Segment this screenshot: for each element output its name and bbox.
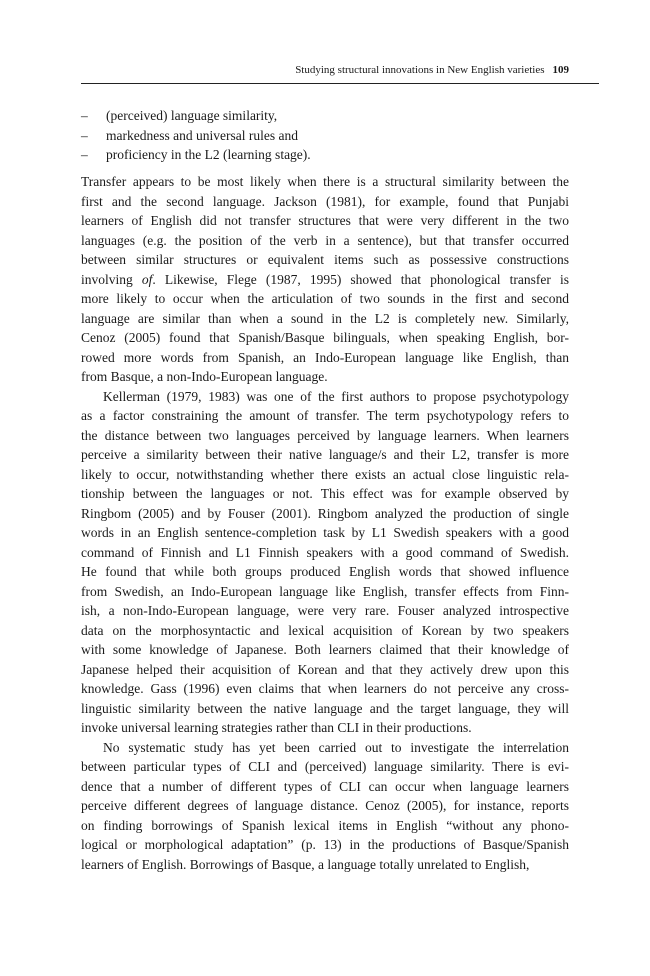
text-line: Transfer appears to be most likely when there is a structural similarity between the: [81, 174, 569, 189]
text-line: dence that a number of different types of CLI can occur when language learners: [81, 778, 569, 794]
text-line: learners of English did not transfer structures that were very different in the two: [81, 213, 569, 228]
text-line: first and the second language. Jackson (1981), for example, found that Punjabi: [81, 193, 569, 209]
text-line: Ringbom (2005) and by Fouser (2001). Ringbom analyzed the production of single: [81, 505, 569, 521]
text-line: No systematic study has yet been carried out to investigate the interrelation: [103, 739, 569, 755]
text-line: from Swedish, an Indo-European language like English, transfer effects from Finn-: [81, 583, 569, 599]
text-line: between similar structures or equivalent items such as possessive constructions: [81, 252, 569, 267]
text-line: the distance between two languages perceived by language learners. When learners: [81, 427, 569, 443]
text-line: more likely to occur when the articulation of two sounds in the first and second: [81, 291, 569, 306]
text-line: Japanese helped their acquisition of Korean and that they actively drew upon this: [81, 661, 569, 677]
text-line: words in an English sentence-completion task by L1 Swedish speakers with a good: [81, 525, 569, 540]
running-header: [295, 64, 569, 76]
text-line: invoke universal learning strategies rather than CLI in their productions.: [81, 720, 472, 735]
text-line: on finding borrowings of Spanish lexical items in English “without any phono-: [81, 817, 569, 833]
list-item: – proficiency in the L2 (learning stage).: [81, 145, 569, 165]
text-line: languages (e.g. the position of the verb in a sentence), but that transfer occurred: [81, 232, 569, 248]
text-line: perceive a similarity between their native language/s and their L2, transfer is more: [81, 447, 569, 462]
paragraph: [81, 172, 569, 387]
text-line: learners of English. Borrowings of Basque, a language totally unrelated to English,: [81, 856, 530, 872]
text-line: with some knowledge of Japanese. Both learners claimed that their knowledge of: [81, 642, 569, 657]
text-line: linguistic similarity between the native language and the target language, they will: [81, 700, 569, 716]
text-line: between particular types of CLI and (perceived) language similarity. There is evi-: [81, 759, 569, 774]
bullet-dash: –: [81, 127, 88, 143]
text-line: logical or morphological adaptation” (p. 13) in the productions of Basque/Spanish: [81, 837, 569, 852]
text-line: likely to occur, notwithstanding whether there exists an actual close linguistic rela-: [81, 466, 569, 482]
list-item: – markedness and universal rules and: [81, 126, 569, 146]
text-line: knowledge. Gass (1996) even claims that when learners do not perceive any cross-: [81, 681, 569, 696]
paragraph: [81, 738, 569, 875]
text-line: tionship between the languages or not. This effect was for example observed by: [81, 486, 569, 501]
running-title: Studying structural innovations in New English varieties: [295, 64, 545, 76]
text-line: He found that while both groups produced English words that showed influence: [81, 564, 569, 579]
text-line: ish, a non-Indo-European language, were very rare. Fouser analyzed introspective: [81, 603, 569, 618]
text-line: Kellerman (1979, 1983) was one of the first authors to propose psychotypology: [103, 388, 569, 404]
text-line: involving of. Likewise, Flege (1987, 1995) showed that phonological transfer is: [81, 271, 569, 287]
list-item: – (perceived) language similarity,: [81, 106, 569, 126]
text-line: Cenoz (2005) found that Spanish/Basque bilinguals, when speaking English, bor-: [81, 330, 569, 345]
paragraph: [81, 387, 569, 738]
text-line: perceive different degrees of language distance. Cenoz (2005), for instance, reports: [81, 798, 569, 813]
bullet-dash: –: [81, 147, 88, 162]
text-line: from Basque, a non-Indo-European language.: [81, 369, 328, 384]
text-line: command of Finnish and L1 Finnish speakers with a good command of Swedish.: [81, 544, 569, 560]
header-rule: [81, 83, 599, 84]
text-line: as a factor constraining the amount of transfer. The term psychotypology refers to: [81, 408, 569, 423]
bullet-dash: –: [81, 108, 88, 123]
text-line: language are similar than when a sound in the L2 is completely new. Similarly,: [81, 310, 569, 326]
page-number: 109: [552, 64, 569, 76]
bullet-list: [81, 106, 569, 165]
body-text: [81, 172, 569, 874]
text-line: data on the morphosyntactic and lexical acquisition of Korean by two speakers: [81, 622, 569, 638]
text-line: rowed more words from Spanish, an Indo-European language like English, than: [81, 349, 569, 365]
